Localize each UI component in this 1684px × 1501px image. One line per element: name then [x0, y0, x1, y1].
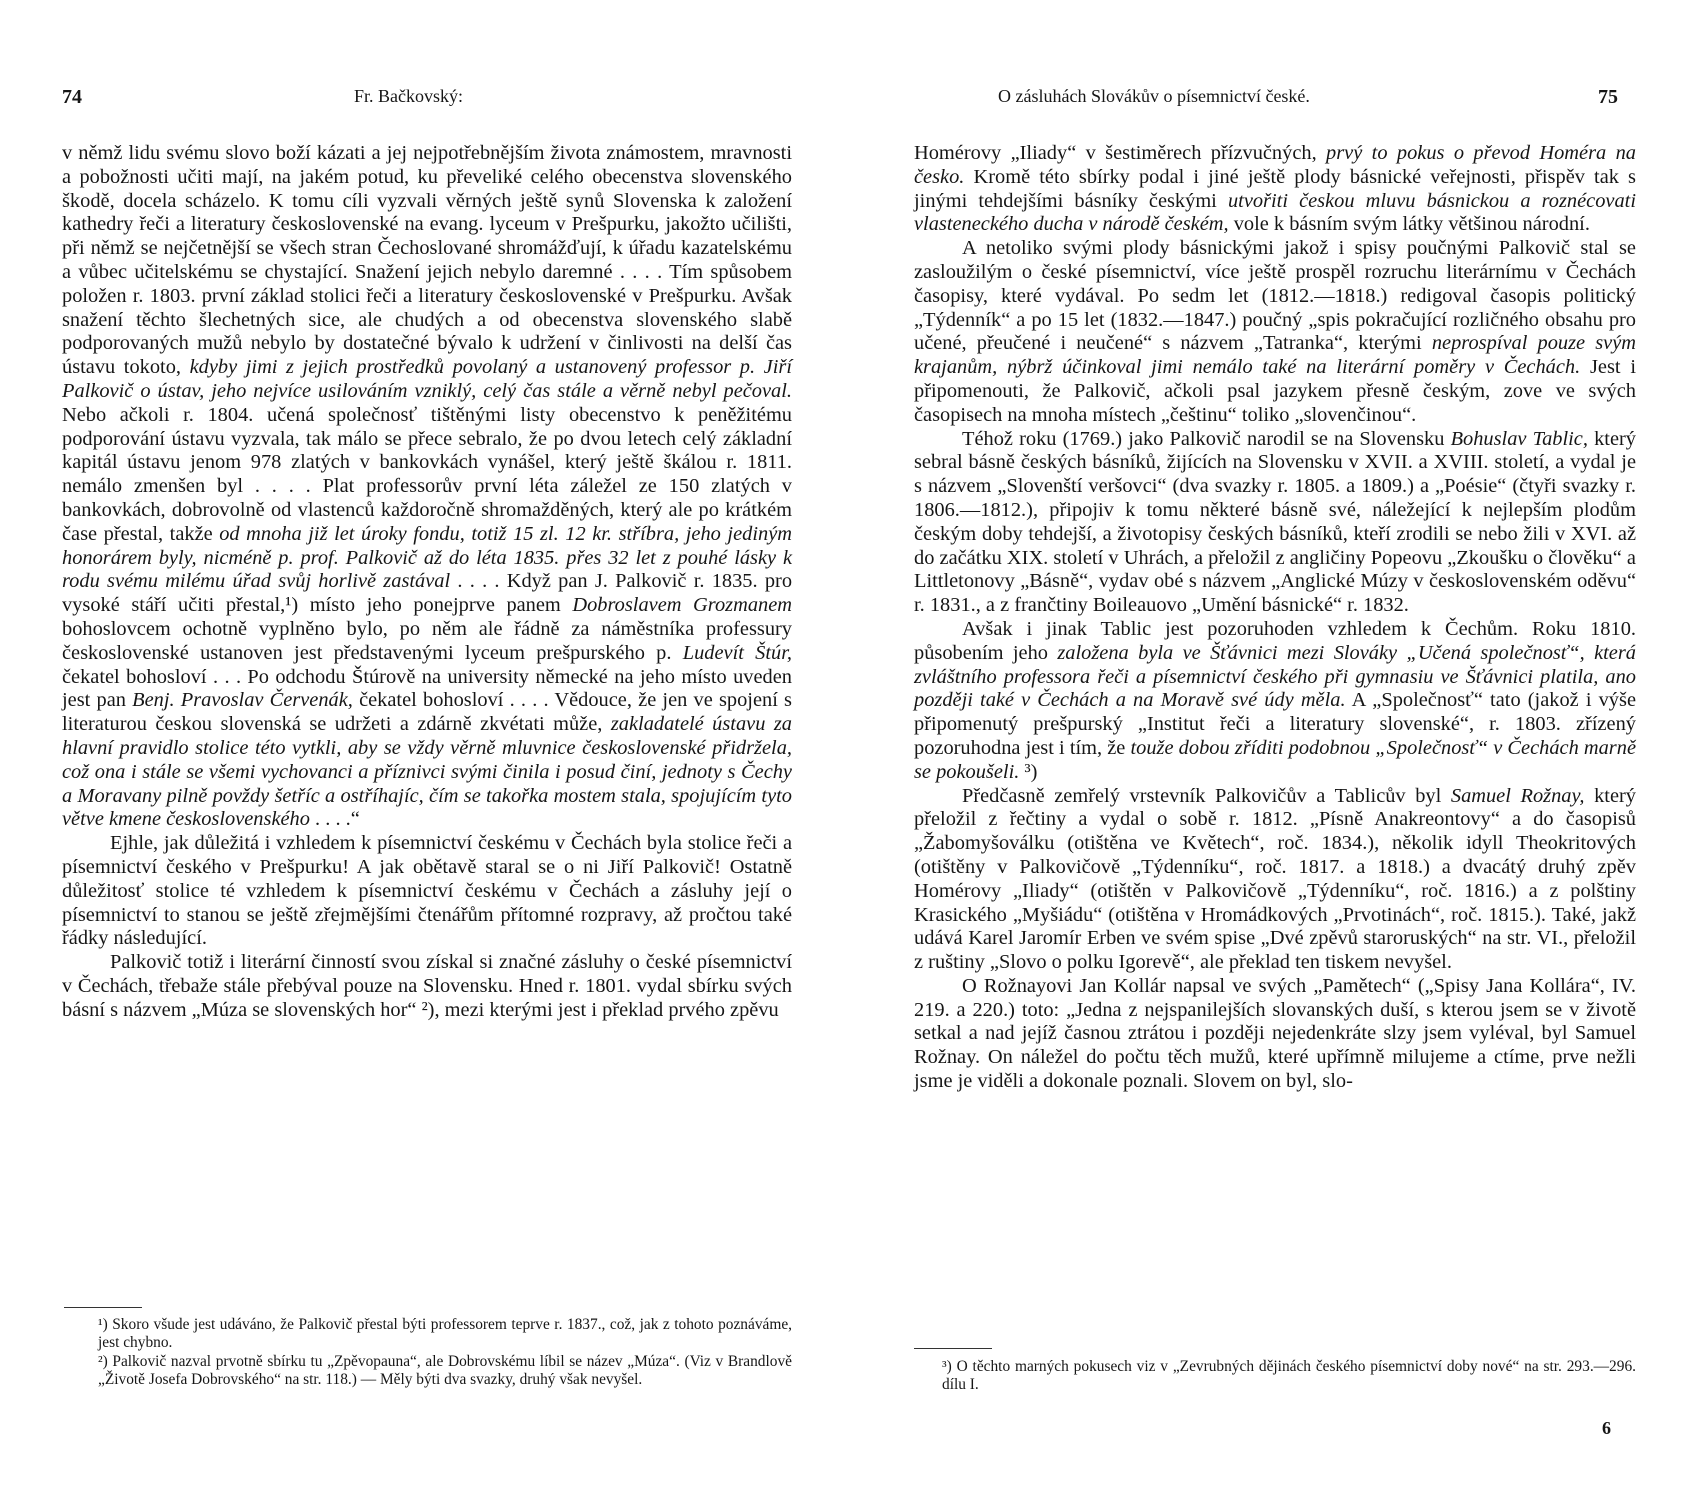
text-run: Nebo ačkoli r. 1804. učená společnosť tištěnými listy obecenstvo k peněžitému podporování ústavu vyzvala, tak málo se přece sebralo, že po dvou letech celý základní kapitál ústavu jenom 978 zlatých v bankovkách vynášel, který ještě škálou r. 1811. nemálo zmenšen byl . . . . Plat professorův první léta záležel ze 150 zlatých v bankovkách, dobrovolně od vlastenců každoročně shromažděných, který ale po krátkém čase přestal, takže [62, 403, 792, 545]
text-run: ³) [1024, 760, 1038, 783]
right-page-number: 75 [1598, 86, 1618, 108]
text-run-italic: založena byla ve Šťávnici mezi Slováky „Učená společnosť“, která zvláštního professora řeči a písemnictví českého při gymnasiu ve Šťávnici platila, ano později také v Čechách a na Moravě své údy měla. [914, 641, 1636, 712]
right-page [842, 0, 1684, 1501]
text-run-italic: neprospíval pouze svým krajanům, nýbrž účinkoval jimi nemálo také na literární poměry v Čechách. [914, 332, 1636, 379]
text-run-italic: touže dobou zříditi podobnou „Společnosť“ v Čechách marně se pokoušeli. [914, 736, 1636, 783]
footnote-rule [914, 1348, 992, 1349]
left-footnotes [98, 1316, 792, 1390]
text-run: Předčasně zemřelý vrstevník Palkovičův a Tablicův byl [962, 784, 1442, 807]
paragraph [914, 237, 1636, 427]
signature-mark: 6 [1602, 1418, 1611, 1438]
text-run-italic: kdyby [189, 356, 238, 379]
paragraph [914, 142, 1636, 237]
text-run: bohoslovcem ochotně vyplněno bylo, po něm ale řádně za náměstníka professury československé ustanoven jest představenými lyceum prešpurského p. [62, 617, 792, 664]
left-body [62, 142, 792, 1022]
footnote: ³) O těchto marných pokusech viz v „Zevrubných dějinách českého písemnictví doby nové“ na str. 293.—296. dílu I. [942, 1358, 1636, 1394]
text-run: Avšak i jinak Tablic jest pozoruhoden vzhledem k Čechům. Roku 1810. působením jeho [914, 617, 1636, 664]
text-run-italic: prvý to pokus o převod Homéra na česko. [914, 142, 1636, 188]
text-run: čekatel bohosloví . . . Po odchodu Štúrově na university německé na jeho místo uveden jest pan [62, 665, 792, 712]
footnote: ²) Palkovič nazval prvotně sbírku tu „Zpěvopauna“, ale Dobrovskému líbil se název „Múza“. (Viz v Brandlově „Životě Josefa Dobrovského“ na str. 118.) — Měly býti dva svazky, druhý však nevyšel. [98, 1352, 792, 1389]
text-run-italic: Ludevít Štúr, [682, 641, 792, 664]
paragraph [914, 785, 1636, 975]
footnote-rule [64, 1307, 142, 1308]
text-run: Homérovy „Iliady“ v šestiměrech přízvučných, [914, 142, 1317, 164]
text-run-italic: utvořiti českou mluvu básnickou a roznécovati vlasteneckého ducha v národě českém, [914, 189, 1636, 236]
text-run: A „Společnosť“ tato (jakož i výše připomenutý prešpurský „Institut řeči a literatury slovenské“, r. 1803. zřízený pozoruhodna jest i tím, že [914, 689, 1636, 759]
paragraph [62, 142, 792, 832]
text-run-italic: zakladatelé ústavu za hlavní pravidlo stolice této vytkli, aby se vždy věrně mluvnice československé přidržela, což ona i stále se všemi vychovanci a příznivci svými činila i posud činí, jednoty s Čechy a Moravany pilně povždy šetříc a ostříhajíc, čím se takořka mostem stala, spojujícím tyto větve kmene československého [62, 713, 792, 831]
text-run-italic: od mnoha již let úroky fondu, totiž 15 zl. 12 kr. stříbra, jeho jediným honorárem byly, nicméně p. prof. Palkovič až do léta 1835. přes 32 let z pouhé lásky k rodu svému milému úřad svůj horlivě zastával [62, 522, 792, 593]
paragraph [914, 428, 1636, 618]
footnote: ¹) Skoro všude jest udáváno, že Palkovič přestal býti professorem teprve r. 1837., což, jak z tohoto poznáváme, jest chybno. [98, 1316, 792, 1352]
paragraph: O Rožnayovi Jan Kollár napsal ve svých „Pamětech“ („Spisy Jana Kollára“, IV. 219. a 220.) toto: „Jedna z nejspanilejších slovanských duší, s kterou jsem se v životě setkal a nad jejíž časnou ztrátou i později nejedenkráte slzy jsem vyléval, byl Samuel Rožnay. On náležel do počtu těch mužů, které upřímně milujeme a ctíme, prve nežli jsme je viděli a dokonale poznali. Slovem on byl, slo- [914, 974, 1636, 1093]
text-run: v němž lidu svému slovo boží kázati a jej nejpotřebnějším života známostem, mravnosti a pobožnosti učiti mají, na jakém potud, ku převeliké celého obecenstva slovenského škodě, docela scházelo. K tomu cíli vyzvali věrných ještě synů Slovenska k založení kathedry řeči a literatury československé na evang. lyceum v Prešpurku, jakožto učilišti, při němž se nejčetnější se všech stran Čechoslované shromážďují, k úřadu kazatelskému a vůbec učitelskému se chystající. Snažení jejich nebylo daremné . . . . Tím spůsobem položen r. 1803. první základ stolici řeči a literatury československé v Prešpurku. Avšak snažení těchto šlechetných sice, ale chudých a od obecenstva slovenského slabě podporovaných mužů nebylo by dostatečné bývalo k udržení v činlivosti na delší čas ústavu tokoto, [62, 142, 792, 379]
text-run-italic: Bohuslav Tablic, [1450, 427, 1588, 450]
paragraph: Ejhle, jak důležitá i vzhledem k písemnictví českému v Čechách byla stolice řeči a písemnictví českého v Prešpurku! A jak obětavě staral se o ni Jiří Palkovič! Ostatně důležitosť stolice té vzhledem k písemnictví českému v Čechách a zásluhy její o písemnictví to stanou se ještě zřejmějšími čtenářům přítomné rozpravy, až pročtou také řádky následující. [62, 832, 792, 950]
text-run-italic: jimi z jejich prostředků povolaný a ustanovený professor p. Jiří Palkovič o ústav, jeho nejvíce usilováním vzniklý, celý čas stále a věrně nebyl pečoval. [62, 356, 792, 402]
text-run: . . . . Když pan J. Palkovič r. 1835. pro vysoké stáří učiti přestal,¹) místo jeho ponejprve panem [62, 570, 793, 617]
text-run-italic: Samuel Rožnay, [1450, 784, 1585, 807]
text-run: Kromě této sbírky podal i jiné ještě plody básnické veřejnosti, přispěv tak s jinými tehdejšími básníky českými [914, 165, 1636, 212]
paragraph: Palkovič totiž i literární činností svou získal si značné zásluhy o české písemnictví v Čechách, třebaže stále přebýval pouze na Slovensku. Hned r. 1801. vydal sbírku svých básní s názvem „Múza se slovenských hor“ ²), mezi kterými jest i překlad prvého zpěvu [62, 951, 792, 1021]
text-run: který sebral básně českých básníků, žijících na Slovensku v XVII. a XVIII. století, a vydal je s názvem „Slovenští veršovci“ (dva svazky r. 1805. a 1809.) a „Poésie“ (čtyři svazky r. 1806.—1812.), připojiv k tomu některé básně své, náležející k nejlepším plodům českým doby tehdejší, a životopisy českých básníků, kteří zrodili se nebo žili v XVI. až do začátku XIX. století v Uhrách, a přeložil z angličiny Popeovu „Zkoušku o člověku“ a Littletonovy „Básně“, vydav obé s názvem „Anglické Múzy v československém oděvu“ r. 1831., a z frančtiny Boileauovo „Umění básnické“ r. 1832. [914, 427, 1636, 617]
text-run: Téhož roku (1769.) jako Palkovič narodil se na Slovensku [962, 427, 1445, 450]
text-run-italic: Dobroslavem Grozmanem [572, 594, 792, 617]
text-run: Jest i připomenouti, že Palkovič, ačkoli psal jazykem přesně českým, zove ve svých časopisech na mnoha místech „češtinu“ toliko „slovenčinou“. [914, 356, 1636, 426]
left-page-number: 74 [62, 86, 82, 108]
text-run-italic: Benj. Pravoslav Červenák, [132, 689, 353, 712]
text-run: který přeložil z řečtiny a vydal o sobě r. 1812. „Písně Anakreontovy“ a do časopisů „Žabomyšoválku (otištěna ve Květech“, roč. 1834.), několik idyll Theokritových (otištěny v Palkovičově „Týdenníku“, roč. 1817. a 1818.) a dvacátý druhý zpěv Homérovy „Iliady“ (otištěn v Palkovičově „Týdenníku“, roč. 1816.) a z polštiny Krasického „Myšiádu“ (otištěna v Hromádkových „Prvotinách“, roč. 1815.). Také, jakž udává Karel Jaromír Erben ve svém spise „Dvé zpěvů staroruských“ na str. VI., přeložil z ruštiny „Slovo o polku Igorevě“, ale překlad ten tiskem nevyšel. [914, 784, 1636, 974]
text-run: . . . .“ [315, 808, 360, 831]
text-run: A netoliko svými plody básnickými jakož i spisy poučnými Palkovič stal se zasloužilým o české písemnictví, více ještě prospěl rozruchu literárnímu v Čechách časopisy, které vydával. Po sedm let (1812.—1818.) redigoval časopis politický „Týdenník“ a po 15 let (1832.—1847.) poučný „spis pokračující rozličného obsahu pro učené, přeučené i neučené“ s názvem „Tatranka“, kterými [914, 237, 1636, 355]
right-running-head: O zásluhách Slovákův o písemnictví české. [998, 86, 1310, 106]
text-run: vole k básním svým látky většinou národní. [1233, 213, 1590, 236]
text-run: čekatel bohosloví . . . . Vědouce, že jen ve spojení s literaturou českou slovenská se udržeti a zdárně zkvétati může, [62, 689, 792, 736]
paragraph [914, 618, 1636, 785]
right-footnotes [942, 1358, 1636, 1395]
right-body [914, 142, 1636, 1094]
left-running-head: Fr. Bačkovský: [354, 86, 464, 106]
